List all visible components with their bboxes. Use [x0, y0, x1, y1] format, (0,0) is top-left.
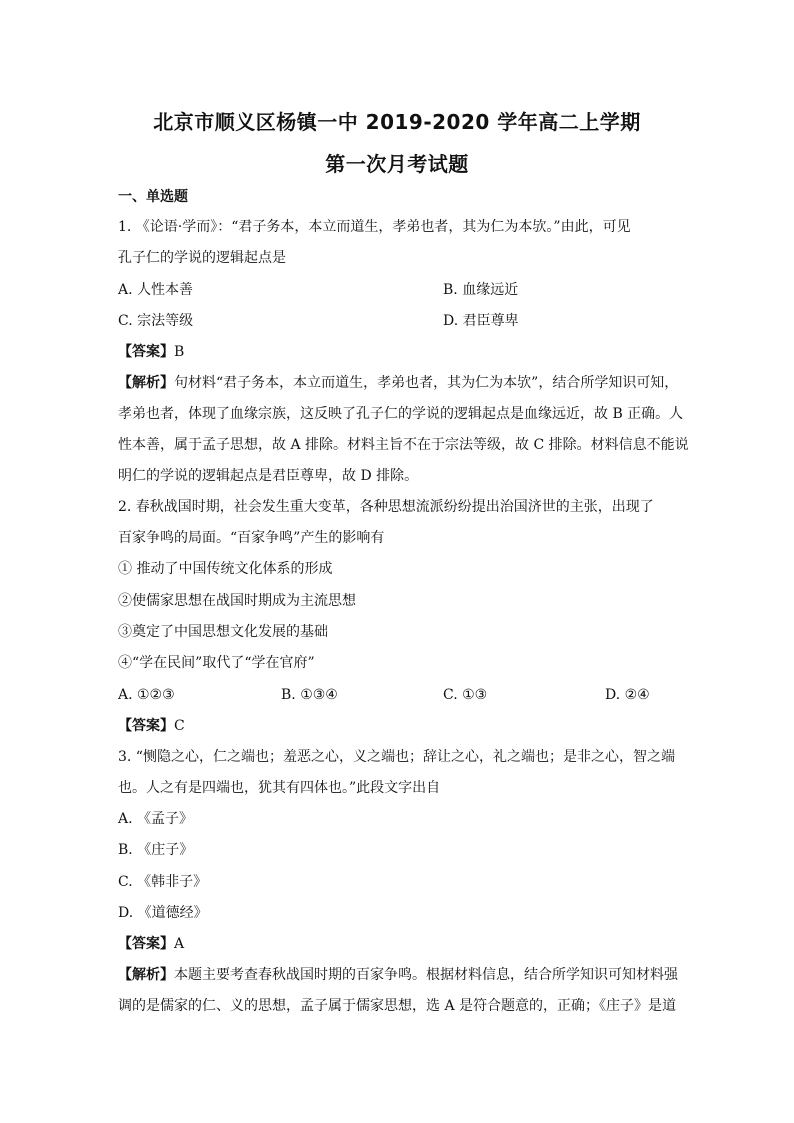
page-subtitle: 第一次月考试题 — [325, 152, 469, 176]
question-3-option-c: C. 《韩非子》 — [118, 874, 208, 890]
answer-value: B — [174, 344, 185, 360]
question-3-stem-line-2: 也。人之有是四端也，犹其有四体也。”此段文字出自 — [118, 780, 441, 796]
question-2-item-1: ① 推动了中国传统文化体系的形成 — [118, 561, 333, 577]
question-3-option-b: B. 《庄子》 — [118, 842, 194, 858]
question-2-option-a: A. ①②③ — [118, 687, 175, 703]
question-1-analysis-line-2: 孝弟也者，体现了血缘宗族，这反映了孔子仁的学说的逻辑起点是血缘远近，故 B 正确。人 — [118, 406, 684, 422]
answer-tag: 【答案】 — [118, 344, 174, 360]
question-3-answer — [118, 935, 184, 953]
analysis-text: 本题主要考查春秋战国时期的百家争鸣。根据材料信息，结合所学知识可知材料强 — [174, 967, 678, 983]
question-3-option-a: A. 《孟子》 — [118, 811, 194, 827]
analysis-text: 句材料“君子务本，本立而道生，孝弟也者，其为仁为本欤”，结合所学知识可知， — [174, 375, 679, 391]
analysis-tag: 【解析】 — [118, 967, 174, 983]
question-3-stem-line-1: 3. “恻隐之心，仁之端也；羞恶之心，义之端也；辞让之心，礼之端也；是非之心，智之端 — [118, 749, 675, 765]
question-2-stem-line-1: 2. 春秋战国时期，社会发生重大变革，各种思想流派纷纷提出治国济世的主张，出现了 — [118, 499, 654, 515]
question-2-option-c: C. ①③ — [443, 687, 488, 703]
question-3-analysis-line-2: 调的是儒家的仁、义的思想，孟子属于儒家思想，选 A 是符合题意的，正确；《庄子》是道 — [118, 998, 677, 1014]
page-title: 北京市顺义区杨镇一中 2019-2020 学年高二上学期 — [153, 110, 641, 134]
answer-value: C — [174, 718, 185, 734]
question-1-analysis-line-4: 明仁的学说的逻辑起点是君臣尊卑，故 D 排除。 — [118, 468, 419, 484]
question-1-option-c: C. 宗法等级 — [118, 313, 194, 329]
question-1-option-a: A. 人性本善 — [118, 282, 194, 298]
question-2-option-b: B. ①③④ — [281, 687, 338, 703]
question-1-analysis-line-1 — [118, 374, 678, 392]
question-1-option-b: B. 血缘远近 — [443, 282, 519, 298]
section-heading: 一、单选题 — [118, 189, 188, 205]
answer-value: A — [174, 936, 185, 952]
question-3-option-d: D. 《道德经》 — [118, 905, 208, 921]
question-2-option-d: D. ②④ — [605, 687, 650, 703]
question-1-analysis-line-3: 性本善，属于孟子思想，故 A 排除。材料主旨不在于宗法等级，故 C 排除。材料信息不能说 — [118, 437, 689, 453]
analysis-tag: 【解析】 — [118, 375, 174, 391]
answer-tag: 【答案】 — [118, 718, 174, 734]
question-3-analysis-line-1 — [118, 966, 678, 984]
question-2-answer — [118, 717, 185, 735]
question-1-answer — [118, 343, 184, 361]
question-2-item-4: ④“学在民间”取代了“学在官府” — [118, 655, 315, 671]
question-2-item-3: ③奠定了中国思想文化发展的基础 — [118, 624, 328, 640]
answer-tag: 【答案】 — [118, 936, 174, 952]
question-1-option-d: D. 君臣尊卑 — [443, 313, 519, 329]
question-1-stem-line-2: 孔子仁的学说的逻辑起点是 — [118, 250, 286, 266]
question-2-item-2: ②使儒家思想在战国时期成为主流思想 — [118, 593, 356, 609]
question-2-stem-line-2: 百家争鸣的局面。“百家争鸣”产生的影响有 — [118, 530, 385, 546]
question-1-stem-line-1: 1. 《论语·学而》：“君子务本，本立而道生，孝弟也者，其为仁为本欤。”由此，可见 — [118, 219, 631, 235]
